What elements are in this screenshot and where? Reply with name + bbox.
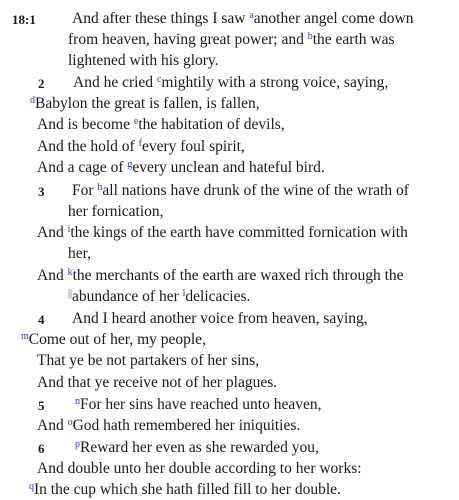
verse-text: Come out of her, my people, xyxy=(28,331,206,348)
verse-text: And xyxy=(37,417,68,434)
verse-text: the merchants of the earth are waxed rich through the xyxy=(72,267,404,284)
footnote-marker[interactable]: n xyxy=(75,396,80,407)
verse-line xyxy=(73,73,459,93)
footnote-marker[interactable]: k xyxy=(67,267,73,278)
verse-text: And xyxy=(37,267,68,284)
verse-text: For her sins have reached unto heaven, xyxy=(80,396,322,413)
verse-text: And the hold of xyxy=(37,138,139,155)
verse-text: every unclean and hateful bird. xyxy=(132,159,325,176)
verse-line xyxy=(37,223,459,243)
footnote-marker[interactable]: c xyxy=(156,74,162,85)
verse-number: 5 xyxy=(38,398,45,413)
verse-text: And xyxy=(37,224,68,241)
footnote-marker[interactable]: d xyxy=(30,95,35,106)
footnote-marker[interactable]: l xyxy=(182,288,186,299)
footnote-marker[interactable]: a xyxy=(249,10,254,21)
verse-text: the kings of the earth have committed fornication with xyxy=(70,224,408,241)
verse-text: And that ye receive not of her plagues. xyxy=(37,374,278,391)
verse-number: 4 xyxy=(38,312,45,327)
verse-line xyxy=(37,416,459,436)
verse-line xyxy=(75,395,459,415)
verse-text: another angel come down xyxy=(253,10,414,27)
verse-number: 6 xyxy=(38,441,45,456)
verse-line xyxy=(68,30,459,50)
verse-text: abundance of her xyxy=(72,288,183,305)
verse-line xyxy=(37,115,459,135)
verse-text: every foul spirit, xyxy=(141,138,245,155)
verse-text: And after these things I saw xyxy=(72,10,250,27)
verse-text: For xyxy=(72,182,98,199)
verse-line xyxy=(37,137,459,157)
verse-text: her, xyxy=(68,245,92,262)
verse-number: 18:1 xyxy=(12,12,36,27)
verse-text: from heaven, having great power; and xyxy=(68,31,308,48)
verse-number: 3 xyxy=(38,184,45,199)
footnote-marker[interactable]: h xyxy=(97,182,103,193)
verse-text: And he cried xyxy=(73,74,157,91)
verse-line xyxy=(30,94,459,114)
verse-text: And a cage of xyxy=(37,159,128,176)
footnote-marker[interactable]: g xyxy=(127,159,133,170)
verse-line xyxy=(37,373,459,393)
verse-text: And double unto her double according to her works: xyxy=(37,460,362,477)
verse-text: delicacies. xyxy=(185,288,251,305)
footnote-marker[interactable]: p xyxy=(75,439,80,450)
verse-text: the earth was xyxy=(312,31,395,48)
footnote-marker[interactable]: q xyxy=(29,481,34,492)
footnote-marker[interactable]: f xyxy=(138,138,142,149)
verse-line xyxy=(21,330,459,350)
footnote-marker[interactable]: e xyxy=(133,116,139,127)
verse-text: Reward her even as she rewarded you, xyxy=(80,439,319,456)
verse-line xyxy=(72,9,459,29)
verse-text: That ye be not partakers of her sins, xyxy=(37,352,260,369)
footnote-marker[interactable]: o xyxy=(67,417,73,428)
verse-text: her fornication, xyxy=(68,203,164,220)
verse-line xyxy=(37,158,459,178)
footnote-marker[interactable]: b xyxy=(307,31,313,42)
footnote-marker[interactable]: i xyxy=(67,224,71,235)
verse-text: God hath remembered her iniquities. xyxy=(72,417,301,434)
verse-text: the habitation of devils, xyxy=(138,116,285,133)
verse-text: And I heard another voice from heaven, saying, xyxy=(72,310,368,327)
verse-line xyxy=(37,266,459,286)
verse-line xyxy=(37,459,459,479)
verse-line xyxy=(75,438,459,458)
verse-text: mightily with a strong voice, saying, xyxy=(161,74,389,91)
verse-text: lightened with his glory. xyxy=(68,52,219,69)
verse-line xyxy=(37,351,459,371)
verse-line xyxy=(29,480,459,500)
verse-text: In the cup which she hath filled fill to her double. xyxy=(34,481,341,498)
footnote-marker[interactable]: m xyxy=(21,331,29,342)
verse-line xyxy=(72,181,459,201)
verse-number: 2 xyxy=(38,76,45,91)
verse-text: all nations have drunk of the wine of the wrath of xyxy=(102,182,409,199)
verse-line xyxy=(68,244,459,264)
verse-text: Babylon the great is fallen, is fallen, xyxy=(35,95,260,112)
verse-line xyxy=(68,287,459,307)
verse-text: And is become xyxy=(37,116,134,133)
footnote-marker[interactable]: || xyxy=(68,288,73,299)
verse-line xyxy=(68,51,459,71)
verse-line xyxy=(72,309,459,329)
verse-line xyxy=(68,202,459,222)
